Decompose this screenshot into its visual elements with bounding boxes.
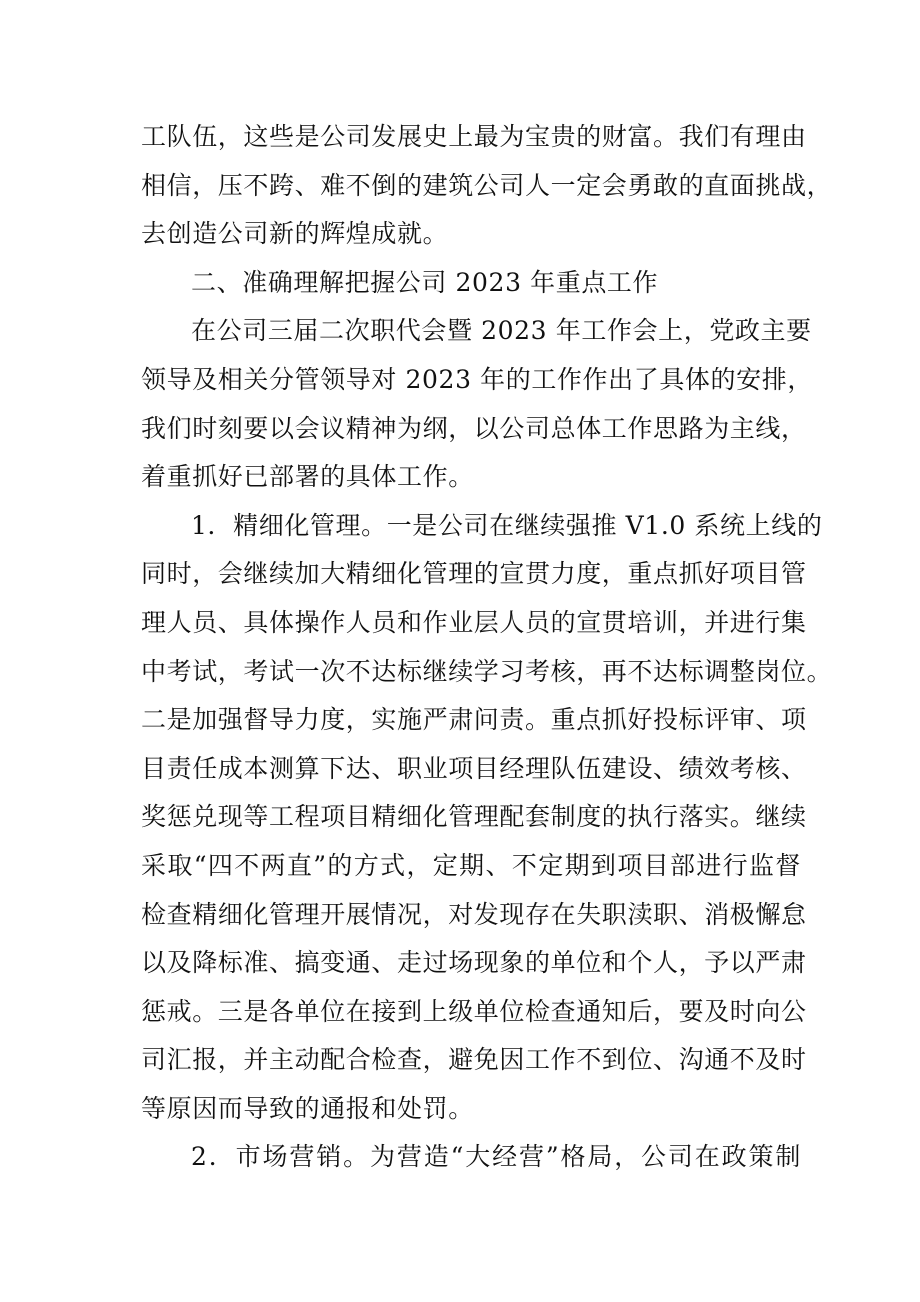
text-line: 目责任成本测算下达、职业项目经理队伍建设、绩效考核、	[141, 753, 807, 783]
text-line: 二是加强督导力度，实施严肃问责。重点抓好投标评审、项	[141, 705, 807, 735]
text-line: 中考试，考试一次不达标继续学习考核，再不达标调整岗位。	[141, 656, 833, 686]
text-line: 我们时刻要以会议精神为纲，以公司总体工作思路为主线，	[141, 413, 807, 443]
text-line: 检查精细化管理开展情况，对发现存在失职渎职、消极懈怠	[141, 899, 807, 929]
text-line: 以及降标准、搞变通、走过场现象的单位和个人，予以严肃	[141, 948, 807, 978]
text-line: 司汇报，并主动配合检查，避免因工作不到位、沟通不及时	[141, 1045, 807, 1075]
text-line: 惩戒。三是各单位在接到上级单位检查通知后，要及时向公	[141, 996, 807, 1026]
text-line: 等原因而导致的通报和处罚。	[141, 1093, 474, 1123]
document-body	[141, 113, 833, 1182]
text-line: 工队伍，这些是公司发展史上最为宝贵的财富。我们有理由	[141, 122, 807, 151]
text-line: 领导及相关分管领导对 2023 年的工作作出了具体的安排，	[141, 364, 813, 394]
section-heading: 二、准确理解把握公司 2023 年重点工作	[191, 267, 659, 297]
text-line: 去创造公司新的辉煌成就。	[141, 219, 449, 249]
text-line: 着重抓好已部署的具体工作。	[141, 462, 474, 492]
text-line: 同时，会继续加大精细化管理的宣贯力度，重点抓好项目管	[141, 559, 807, 589]
text-line: 相信，压不跨、难不倒的建筑公司人一定会勇敢的直面挑战，	[141, 170, 833, 200]
text-line: 理人员、具体操作人员和作业层人员的宣贯培训，并进行集	[141, 607, 807, 637]
text-line: 在公司三届二次职代会暨 2023 年工作会上，党政主要	[191, 316, 812, 346]
text-line: 采取“四不两直”的方式，定期、不定期到项目部进行监督	[141, 850, 801, 880]
text-line: 奖惩兑现等工程项目精细化管理配套制度的执行落实。继续	[141, 802, 807, 832]
text-line: 1．精细化管理。一是公司在继续强推 V1.0 系统上线的	[191, 510, 823, 540]
text-line: 2．市场营销。为营造“大经营”格局，公司在政策制	[191, 1142, 801, 1172]
